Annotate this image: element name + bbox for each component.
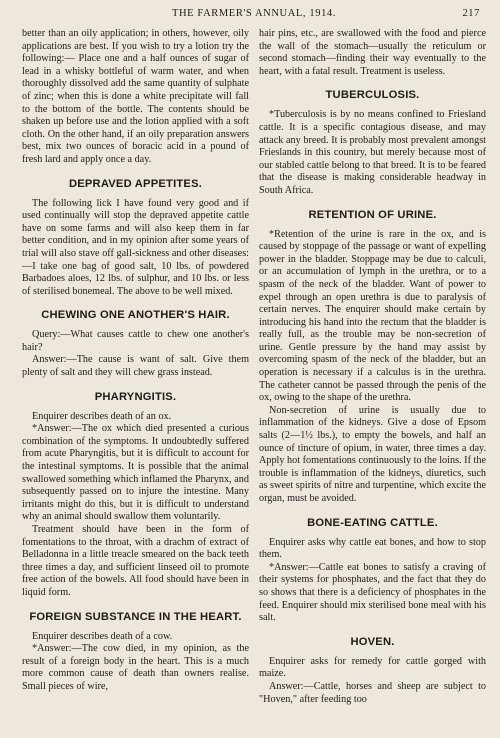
hoven-answer: Answer:—Cattle, horses and sheep are subject to "Hoven," after feeding too (259, 680, 486, 705)
foreign-substance-heading: FOREIGN SUBSTANCE IN THE HEART. (29, 610, 242, 623)
page-number: 217 (462, 8, 480, 19)
retention-paragraph-1: *Retention of the urine is rare in the ox, and is caused by stoppage of the passage or want of expelling power in the bladder. Stoppage may be due to calculi, or an accumulation of lymph in the urethra, or to a spasm of the neck of the bladder. Want of power to expel through an open urethra is due to paralysis of certain nerves. The enquirer should make certain by introducing his hand into the rectum that the bladder is really full, as the trouble may be non-secretion of urine. Gentle pressure by the hand may assist by overcoming spasm of the neck of the bladder, but an operation is necessary if a calculus is in the urethra. The catheter cannot be passed through the penis of the ox, owing to the shape of the urethra. (259, 228, 486, 404)
pharyngitis-answer: *Answer:—The ox which died presented a curious combination of the symptoms. It undoubtedly suffered from acute Pharyngitis, but it is difficult to account for the intestinal symptoms. It is possible that the animal swallowed something which inflamed the Pharynx, and subsequently passed on to injure the intestine. Many irritants might do this, but it is difficult to understand why an animal should swallow them voluntarily. (22, 423, 249, 523)
right-column (259, 28, 486, 706)
foreign-substance-continued: hair pins, etc., are swallowed with the food and pierce the wall of the stomach—usually the reticulum or second stomach—finding their way eventually to the heart, with a fatal result. Treatment is useless. (259, 28, 486, 77)
foreign-substance-answer: *Answer:—The cow died, in my opinion, as the result of a foreign body in the heart. This is a much more common cause of death than owners realise. Small pieces of wire, (22, 643, 249, 692)
chewing-hair-answer: Answer:—The cause is want of salt. Give them plenty of salt and they will chew grass instead. (22, 354, 249, 379)
bone-eating-enquiry: Enquirer asks why cattle eat bones, and how to stop them. (259, 536, 486, 561)
hoven-heading: HOVEN. (350, 635, 395, 648)
pharyngitis-heading: PHARYNGITIS. (94, 390, 177, 403)
tuberculosis-paragraph: *Tuberculosis is by no means confined to Friesland cattle. It is a specific contagious disease, and may attack any breed. It is probably most prevalent amongst Frieslands in this country, but merely because most of our stabled cattle belong to that breed. It is to be feared that the disease is making considerable headway in South Africa. (259, 109, 486, 196)
pharyngitis-enquiry: Enquirer describes death of an ox. (32, 410, 172, 422)
chewing-hair-heading: CHEWING ONE ANOTHER'S HAIR. (41, 309, 230, 322)
chewing-hair-query: Query:—What causes cattle to chew one another's hair? (22, 329, 249, 353)
lotion-continued-paragraph: better than an oily application; in others, however, oily applications are best. If you wish to try a lotion try the following:— Place one and a half ounces of sugar of lead in a whisky bottleful of warm water, and when thoroughly dissolved add the same quantity of sulphate of zinc; when this is done a white precipitate will fall to the bottom of the bottle. The contents should be shaken up before use and the lotion applied with a soft cloth. On the other hand, if an oily preparation answers best, mix two ounces of boracic acid in a pound of fresh lard and apply once a day. (22, 28, 249, 165)
foreign-substance-enquiry: Enquirer describes death of a cow. (32, 630, 173, 642)
tuberculosis-heading: TUBERCULOSIS. (325, 89, 420, 102)
left-column (22, 28, 249, 706)
running-header (22, 8, 486, 26)
bone-eating-heading: BONE-EATING CATTLE. (307, 516, 438, 529)
hoven-enquiry: Enquirer asks for remedy for cattle gorged with maize. (259, 655, 486, 680)
pharyngitis-treatment: Treatment should have been in the form of fomentations to the throat, with a drachm of extract of Belladonna in a little treacle smeared on the back teeth three times a day, and sufficient linseed oil to promote free action of the bowels. All food should have been in liquid form. (22, 524, 249, 598)
retention-paragraph-2: Non-secretion of urine is usually due to inflammation of the kidneys. Give a dose of Epsom salts (2—1½ lbs.), to empty the bowels, and half an ounce of tincture of opium, in water, three times a day. Apply hot fomentations continuously to the loins. If the trouble is inflammation of the kidneys, diuretics, such as sweet spirits of nitre and turpentine, which excite the organ, must be avoided. (259, 404, 486, 504)
bone-eating-answer: *Answer:—Cattle eat bones to satisfy a craving of their systems for phosphates, and the fact that they do so shows that there is a deficiency of phosphates in the feed. Enquirer should mix sterilised bone meal with his salt. (259, 561, 486, 624)
depraved-appetites-paragraph: The following lick I have found very good and if used continually will stop the depraved appetite cattle have on some farms and will also keep them in far better condition, and in my opinion after some years of trial will also stave off gall-sickness and other diseases:—I take one bag of good salt, 10 lbs. of powdered Barbadoes aloes, 12 lbs. of sulphur, and 10 lbs. or less of sterilised bonemeal. The above to be well mixed. (22, 197, 249, 297)
depraved-appetites-heading: DEPRAVED APPETITES. (68, 177, 203, 190)
header-title: THE FARMER'S ANNUAL, 1914. (171, 8, 336, 19)
two-column-body (22, 28, 486, 706)
retention-heading: RETENTION OF URINE. (308, 208, 437, 221)
